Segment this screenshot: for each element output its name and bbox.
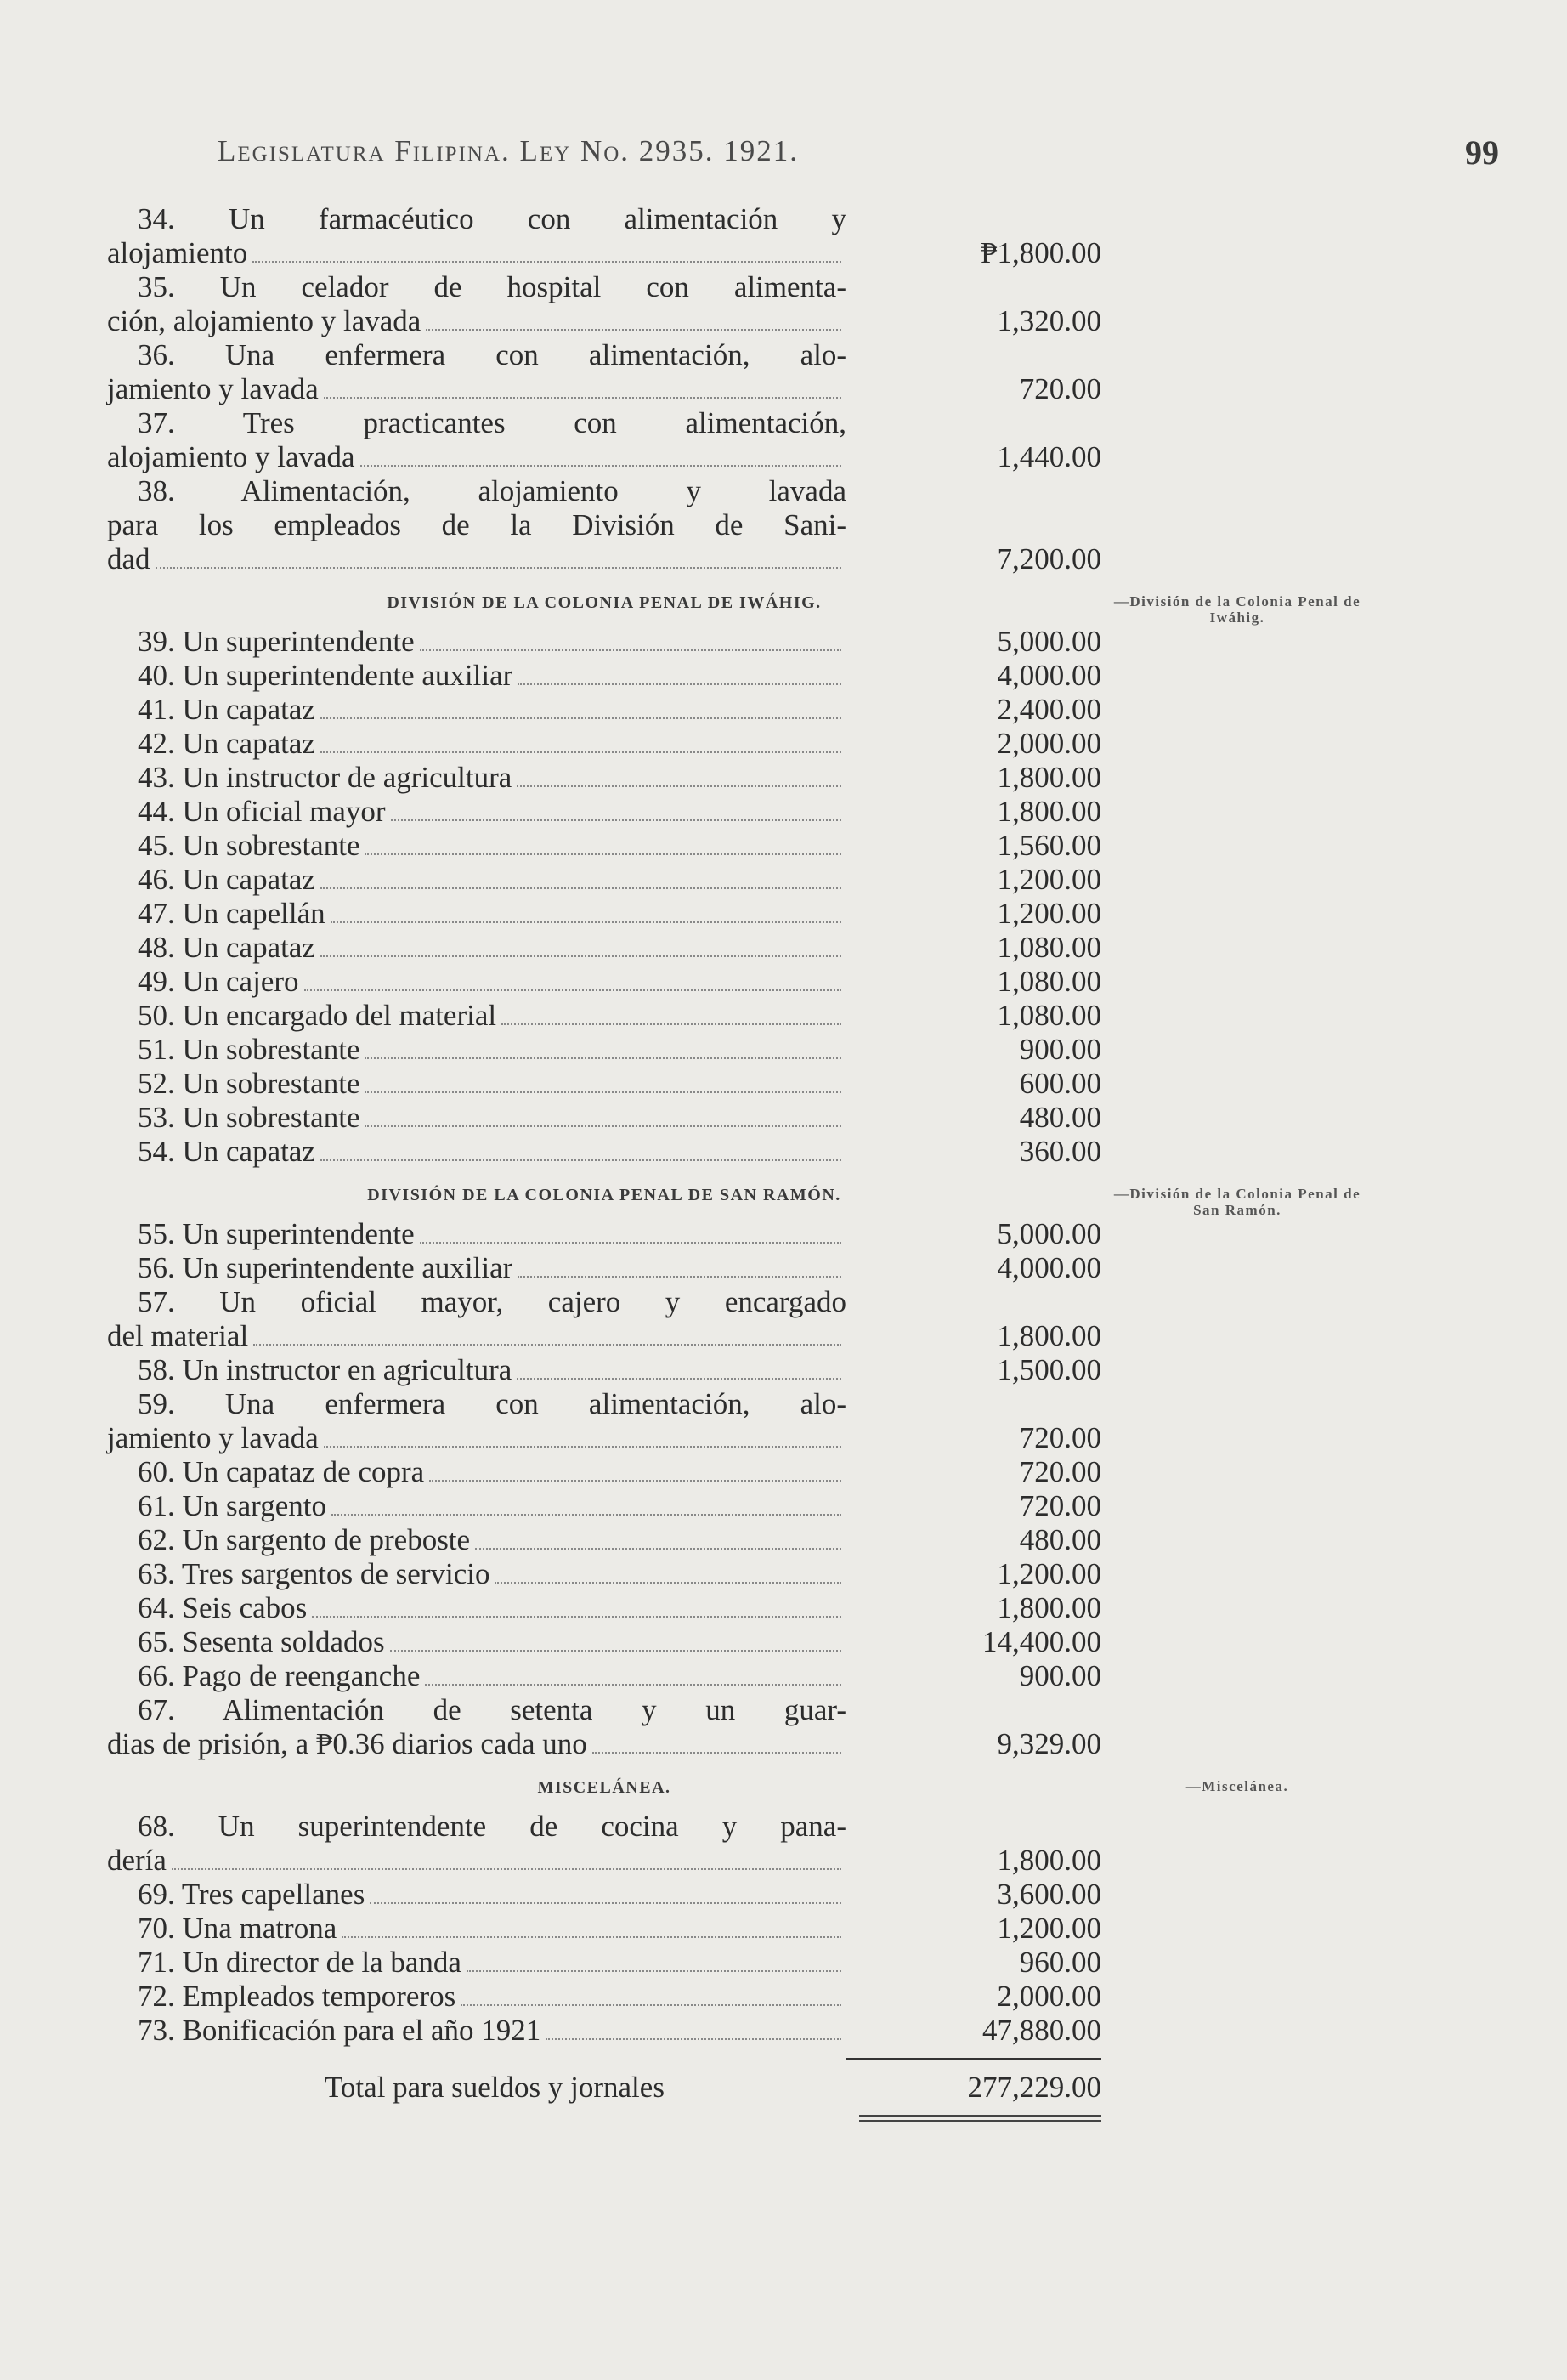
item-amount: 1,800.00 [997, 1319, 1101, 1352]
item-last-line [107, 1217, 846, 1251]
leader-dots [342, 1936, 841, 1938]
item-last-line [107, 1101, 846, 1135]
item-description [107, 1285, 846, 1353]
list-item [107, 270, 1101, 338]
item-description [107, 1217, 846, 1251]
item-text: dias de prisión, a ₱0.36 diarios cada uno [107, 1727, 587, 1760]
item-line: 38. Alimentación, alojamiento y lavada [138, 474, 846, 507]
margin-note: —Miscelánea. [1185, 1778, 1289, 1794]
list-item [107, 1693, 1101, 1761]
leader-dots [172, 1868, 841, 1870]
item-text: 61. Un sargento [138, 1489, 326, 1522]
leader-dots [420, 1242, 841, 1244]
item-description [107, 659, 846, 693]
list-item [107, 202, 1101, 270]
leader-dots [252, 261, 841, 263]
item-amount: 1,440.00 [997, 440, 1101, 473]
leader-dots [312, 1616, 841, 1618]
leader-dots [324, 1446, 841, 1448]
item-description [107, 1455, 846, 1489]
item-text: jamiento y lavada [107, 372, 319, 405]
section-heading: DIVISIÓN DE LA COLONIA PENAL DE SAN RAMÓN. —División de la Colonia Penal de San Ramón. [107, 1186, 1101, 1205]
leader-dots [517, 1378, 841, 1380]
item-amount: 4,000.00 [997, 659, 1101, 692]
item-line: 34. Un farmacéutico con alimentación y [138, 202, 846, 235]
leader-dots [467, 1970, 841, 1972]
item-text: 50. Un encargado del material [138, 999, 497, 1032]
list-item [107, 693, 1101, 727]
item-last-line [107, 1878, 846, 1912]
item-last-line [107, 1251, 846, 1285]
item-text: 55. Un superintendente [138, 1217, 415, 1250]
item-description [107, 625, 846, 659]
item-text: 41. Un capataz [138, 693, 315, 726]
item-amount: 14,400.00 [982, 1625, 1101, 1658]
margin-note: —División de la Colonia Penal de Iwáhig. [1113, 593, 1361, 626]
list-item [107, 1251, 1101, 1285]
item-text: jamiento y lavada [107, 1421, 319, 1454]
item-line: 67. Alimentación de setenta y un guar- [138, 1693, 846, 1726]
item-description [107, 338, 846, 406]
subtotal-rule [846, 2058, 1101, 2060]
item-amount: 1,800.00 [997, 1844, 1101, 1877]
list-item [107, 1980, 1101, 2014]
list-item [107, 897, 1101, 931]
item-amount: 1,200.00 [997, 897, 1101, 930]
list-item [107, 1067, 1101, 1101]
item-amount: 1,080.00 [997, 931, 1101, 964]
section-heading: DIVISIÓN DE LA COLONIA PENAL DE IWÁHIG. —División de la Colonia Penal de Iwáhig. [107, 593, 1101, 613]
item-last-line [107, 727, 846, 761]
item-amount: 1,320.00 [997, 304, 1101, 337]
leader-dots [518, 683, 841, 685]
list-item [107, 727, 1101, 761]
item-description [107, 1033, 846, 1067]
item-description [107, 727, 846, 761]
item-amount: 1,800.00 [997, 1591, 1101, 1624]
item-amount: 1,200.00 [997, 1557, 1101, 1590]
item-last-line [107, 999, 846, 1033]
item-last-line [107, 1625, 846, 1659]
page-number: 99 [1465, 133, 1499, 172]
item-description [107, 202, 846, 270]
item-last-line [107, 1489, 846, 1523]
item-amount: 2,400.00 [997, 693, 1101, 726]
item-description [107, 1810, 846, 1878]
leader-dots [320, 717, 841, 719]
margin-note: —División de la Colonia Penal de San Ramón. [1113, 1186, 1361, 1218]
item-line: 68. Un superintendente de cocina y pana- [138, 1810, 846, 1843]
list-item [107, 1946, 1101, 1980]
item-amount: 1,080.00 [997, 965, 1101, 998]
item-text: 62. Un sargento de preboste [138, 1523, 471, 1556]
item-text: 58. Un instructor en agricultura [138, 1353, 512, 1386]
total-label: Total para sueldos y jornales [325, 2071, 665, 2104]
item-text: 46. Un capataz [138, 863, 315, 896]
item-last-line [107, 829, 846, 863]
item-line: para los empleados de la División de Sani- [107, 508, 846, 541]
list-item [107, 999, 1101, 1033]
list-item [107, 406, 1101, 474]
item-description [107, 1912, 846, 1946]
list-item [107, 1455, 1101, 1489]
item-last-line [107, 795, 846, 829]
item-description [107, 2014, 846, 2048]
item-description [107, 863, 846, 897]
item-description [107, 693, 846, 727]
item-description [107, 1878, 846, 1912]
item-amount: 720.00 [1019, 372, 1101, 405]
item-description [107, 1980, 846, 2014]
item-last-line [107, 863, 846, 897]
leader-dots [365, 1125, 841, 1127]
item-last-line [107, 1421, 846, 1455]
leader-dots [429, 1480, 841, 1482]
item-description [107, 1557, 846, 1591]
item-last-line [107, 1912, 846, 1946]
item-description [107, 761, 846, 795]
item-last-line [107, 897, 846, 931]
item-last-line [107, 1455, 846, 1489]
item-last-line [107, 659, 846, 693]
item-text: dería [107, 1844, 167, 1877]
item-description [107, 1067, 846, 1101]
item-text: 60. Un capataz de copra [138, 1455, 425, 1488]
item-amount: 1,500.00 [997, 1353, 1101, 1386]
leader-dots [156, 567, 841, 569]
list-item [107, 1878, 1101, 1912]
item-description [107, 1693, 846, 1761]
leader-dots [495, 1582, 841, 1584]
list-item [107, 863, 1101, 897]
item-last-line [107, 1980, 846, 2014]
leader-dots [518, 1276, 841, 1278]
item-description [107, 965, 846, 999]
item-last-line [107, 693, 846, 727]
leader-dots [320, 887, 841, 889]
leader-dots [331, 921, 841, 923]
list-item [107, 829, 1101, 863]
item-amount: 3,600.00 [997, 1878, 1101, 1911]
item-last-line [107, 1591, 846, 1625]
list-item [107, 1101, 1101, 1135]
item-line: 37. Tres practicantes con alimentación, [138, 406, 846, 439]
item-description [107, 474, 846, 576]
item-description [107, 1387, 846, 1455]
list-item [107, 1659, 1101, 1693]
list-item [107, 1489, 1101, 1523]
item-text: 65. Sesenta soldados [138, 1625, 385, 1658]
item-description [107, 270, 846, 338]
leader-dots [501, 1023, 841, 1025]
item-text: 71. Un director de la banda [138, 1946, 461, 1979]
leader-dots [461, 2004, 841, 2006]
item-amount: 1,800.00 [997, 761, 1101, 794]
list-item [107, 795, 1101, 829]
item-text: 49. Un cajero [138, 965, 299, 998]
item-amount: 360.00 [1019, 1135, 1101, 1168]
item-text: 72. Empleados temporeros [138, 1980, 456, 2013]
item-line: 59. Una enfermera con alimentación, alo- [138, 1387, 846, 1420]
item-description [107, 1625, 846, 1659]
list-item [107, 1591, 1101, 1625]
leader-dots [253, 1344, 841, 1346]
item-last-line [107, 1659, 846, 1693]
item-last-line [107, 1319, 846, 1353]
item-last-line [107, 304, 846, 338]
total-label-line [107, 2071, 846, 2105]
item-amount: 720.00 [1019, 1489, 1101, 1522]
list-item [107, 1217, 1101, 1251]
item-amount: 600.00 [1019, 1067, 1101, 1100]
item-last-line [107, 1353, 846, 1387]
item-last-line [107, 1135, 846, 1169]
list-item [107, 1387, 1101, 1455]
item-amount: 900.00 [1019, 1659, 1101, 1692]
item-description [107, 999, 846, 1033]
item-last-line [107, 372, 846, 406]
item-amount: 1,800.00 [997, 795, 1101, 828]
list-item [107, 659, 1101, 693]
item-last-line [107, 440, 846, 474]
item-description [107, 1489, 846, 1523]
item-amount: ₱1,800.00 [981, 236, 1101, 269]
item-description [107, 1659, 846, 1693]
item-amount: 9,329.00 [997, 1727, 1101, 1760]
item-amount: 7,200.00 [997, 542, 1101, 575]
item-text: 69. Tres capellanes [138, 1878, 365, 1911]
item-last-line [107, 931, 846, 965]
list-item [107, 1523, 1101, 1557]
list-item [107, 1557, 1101, 1591]
item-description [107, 1135, 846, 1169]
leader-dots [426, 329, 841, 331]
item-last-line [107, 965, 846, 999]
item-text: 42. Un capataz [138, 727, 315, 760]
leader-dots [365, 853, 841, 855]
item-text: 51. Un sobrestante [138, 1033, 360, 1066]
item-line: 57. Un oficial mayor, cajero y encargado [138, 1285, 846, 1318]
leader-dots [517, 785, 841, 787]
item-description [107, 897, 846, 931]
item-text: 44. Un oficial mayor [138, 795, 386, 828]
item-amount: 5,000.00 [997, 625, 1101, 658]
item-amount: 480.00 [1019, 1101, 1101, 1134]
list-item [107, 2014, 1101, 2048]
item-amount: 480.00 [1019, 1523, 1101, 1556]
item-text: 47. Un capellán [138, 897, 325, 930]
item-text: 40. Un superintendente auxiliar [138, 659, 513, 692]
item-text: dad [107, 542, 150, 575]
item-amount: 900.00 [1019, 1033, 1101, 1066]
list-item [107, 965, 1101, 999]
item-text: 45. Un sobrestante [138, 829, 360, 862]
leader-dots [360, 465, 841, 467]
item-amount: 4,000.00 [997, 1251, 1101, 1284]
item-amount: 1,200.00 [997, 1912, 1101, 1945]
item-text: 73. Bonificación para el año 1921 [138, 2014, 541, 2047]
item-text: 63. Tres sargentos de servicio [138, 1557, 490, 1590]
item-text: 64. Seis cabos [138, 1591, 308, 1624]
leader-dots [320, 1159, 841, 1161]
item-description [107, 1591, 846, 1625]
leader-dots [546, 2038, 841, 2040]
leader-dots [320, 955, 841, 957]
item-description [107, 1523, 846, 1557]
item-last-line [107, 1067, 846, 1101]
list-item [107, 474, 1101, 576]
item-text: del material [107, 1319, 249, 1352]
list-item [107, 761, 1101, 795]
item-description [107, 1353, 846, 1387]
item-last-line [107, 236, 846, 270]
item-text: alojamiento [107, 236, 248, 269]
item-text: 53. Un sobrestante [138, 1101, 360, 1134]
item-last-line [107, 1844, 846, 1878]
total-amount: 277,229.00 [967, 2071, 1101, 2104]
leader-dots [391, 819, 841, 821]
total-row [107, 2071, 1101, 2105]
appropriation-list [107, 202, 1361, 2122]
leader-dots [365, 1057, 841, 1059]
list-item [107, 931, 1101, 965]
item-amount: 720.00 [1019, 1421, 1101, 1454]
item-text: 70. Una matrona [138, 1912, 337, 1945]
leader-dots [370, 1902, 841, 1904]
item-text: 66. Pago de reenganche [138, 1659, 421, 1692]
item-text: 54. Un capataz [138, 1135, 315, 1168]
item-text: 39. Un superintendente [138, 625, 415, 658]
item-amount: 1,080.00 [997, 999, 1101, 1032]
leader-dots [304, 989, 841, 991]
item-last-line [107, 1727, 846, 1761]
item-text: ción, alojamiento y lavada [107, 304, 421, 337]
list-item [107, 1033, 1101, 1067]
item-amount: 1,200.00 [997, 863, 1101, 896]
item-last-line [107, 2014, 846, 2048]
list-item [107, 1810, 1101, 1878]
item-description [107, 1946, 846, 1980]
list-item [107, 1135, 1101, 1169]
item-description [107, 795, 846, 829]
leader-dots [365, 1091, 841, 1093]
item-amount: 1,560.00 [997, 829, 1101, 862]
running-title: Legislatura Filipina. Ley No. 2935. 1921. [218, 134, 800, 167]
list-item [107, 1625, 1101, 1659]
leader-dots [592, 1752, 841, 1754]
item-last-line [107, 761, 846, 795]
item-description [107, 829, 846, 863]
item-amount: 2,000.00 [997, 727, 1101, 760]
leader-dots [324, 397, 841, 399]
list-item [107, 1285, 1101, 1353]
item-last-line [107, 625, 846, 659]
item-text: 48. Un capataz [138, 931, 315, 964]
list-item [107, 625, 1101, 659]
item-description [107, 406, 846, 474]
leader-dots [425, 1684, 841, 1686]
item-last-line [107, 1946, 846, 1980]
section-heading: MISCELÁNEA. —Miscelánea. [107, 1778, 1101, 1798]
item-description [107, 931, 846, 965]
item-last-line [107, 1033, 846, 1067]
item-text: 43. Un instructor de agricultura [138, 761, 512, 794]
leader-dots [420, 649, 841, 651]
item-last-line [107, 1557, 846, 1591]
item-text: 56. Un superintendente auxiliar [138, 1251, 513, 1284]
item-last-line [107, 542, 846, 576]
item-amount: 720.00 [1019, 1455, 1101, 1488]
item-text: alojamiento y lavada [107, 440, 355, 473]
item-last-line [107, 1523, 846, 1557]
leader-dots [331, 1514, 841, 1516]
item-amount: 2,000.00 [997, 1980, 1101, 2013]
item-description [107, 1101, 846, 1135]
list-item [107, 1912, 1101, 1946]
item-line: 35. Un celador de hospital con alimenta- [138, 270, 846, 303]
list-item [107, 338, 1101, 406]
item-line: 36. Una enfermera con alimentación, alo- [138, 338, 846, 371]
item-amount: 960.00 [1019, 1946, 1101, 1979]
item-text: 52. Un sobrestante [138, 1067, 360, 1100]
list-item [107, 1353, 1101, 1387]
leader-dots [320, 751, 841, 753]
leader-dots [475, 1548, 841, 1550]
item-amount: 47,880.00 [982, 2014, 1101, 2047]
leader-dots [390, 1650, 841, 1652]
item-amount: 5,000.00 [997, 1217, 1101, 1250]
item-description [107, 1251, 846, 1285]
double-rule [859, 2115, 1101, 2122]
